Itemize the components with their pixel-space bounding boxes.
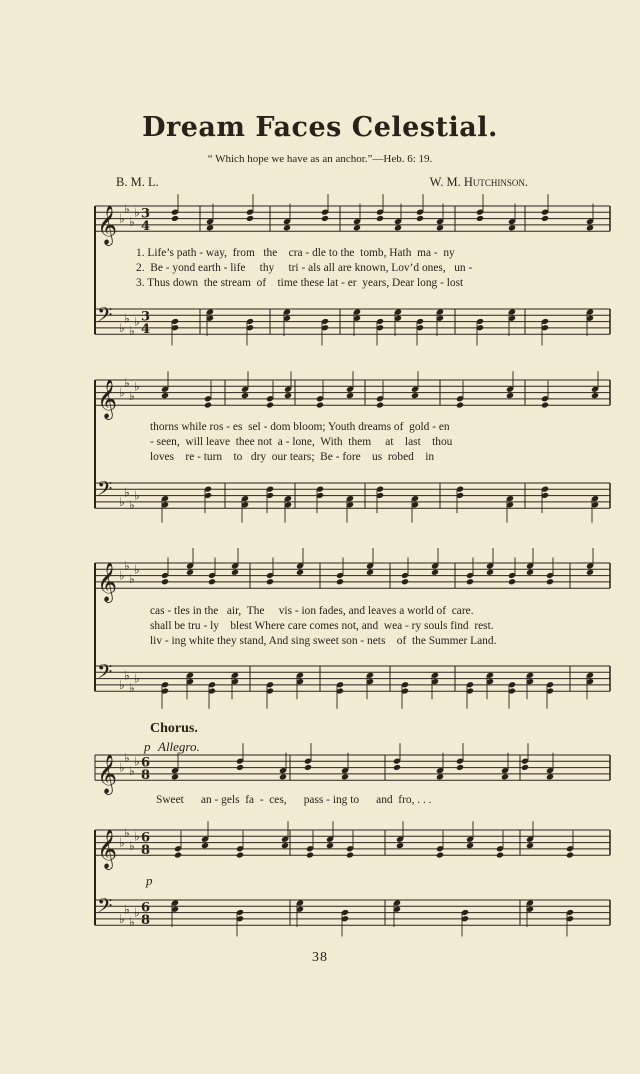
- clefs-and-signatures: [97, 202, 150, 929]
- flat-icon: ♭: [129, 571, 135, 586]
- flat-icon: ♭: [129, 388, 135, 403]
- flat-icon: ♭: [124, 202, 130, 217]
- note-head: [546, 578, 554, 585]
- bass-clef-icon: 𝄢: [97, 894, 113, 922]
- flat-icon: ♭: [129, 763, 135, 778]
- flat-icon: ♭: [134, 379, 140, 394]
- note-head: [521, 764, 529, 771]
- flat-icon: ♭: [129, 214, 135, 229]
- note-head: [283, 224, 291, 231]
- note-head: [466, 578, 474, 585]
- treble-clef-icon: 𝄞: [97, 562, 118, 603]
- note-head: [401, 578, 409, 585]
- note-head: [394, 224, 402, 231]
- verse-1-line-1: 1. Life’s path - way, from the cra - dle to the tomb, Hath ma - ny: [136, 247, 455, 259]
- time-signature-numerator: 6: [141, 755, 151, 771]
- note-head: [231, 569, 239, 576]
- note-head: [161, 578, 169, 585]
- note-head: [506, 392, 514, 399]
- verse-1-line-2: thorns while ros - es sel - dom bloom; Youth dreams of gold - en: [150, 421, 450, 433]
- note-head: [336, 578, 344, 585]
- note-head: [456, 764, 464, 771]
- verse-2-line-3: shall be tru - ly blest Where care comes not, and wea - ry souls find rest.: [150, 620, 494, 632]
- note-head: [526, 842, 534, 849]
- flat-icon: ♭: [134, 488, 140, 503]
- note-head: [266, 578, 274, 585]
- chorus-dynamic-bottom: p: [146, 873, 153, 888]
- note-head: [411, 392, 419, 399]
- flat-icon: ♭: [129, 838, 135, 853]
- note-head: [266, 402, 274, 409]
- flat-icon: ♭: [119, 677, 125, 692]
- note-head: [204, 402, 212, 409]
- note-head: [321, 215, 329, 222]
- chorus-dynamic-top: p: [144, 739, 151, 754]
- note-head: [393, 764, 401, 771]
- flat-icon: ♭: [134, 314, 140, 329]
- note-head: [456, 402, 464, 409]
- note-head: [566, 852, 574, 859]
- flat-icon: ♭: [134, 754, 140, 769]
- time-signature-denominator: 8: [141, 913, 151, 929]
- bass-clef-icon: 𝄢: [97, 477, 113, 505]
- note-head: [431, 569, 439, 576]
- flat-icon: ♭: [119, 835, 125, 850]
- flat-icon: ♭: [129, 915, 135, 930]
- time-signature-denominator: 8: [141, 843, 151, 859]
- flat-icon: ♭: [124, 311, 130, 326]
- flat-icon: ♭: [119, 385, 125, 400]
- note-head: [346, 392, 354, 399]
- note-head: [201, 842, 209, 849]
- verse-3-line-3: liv - ing white they stand, And sing sweet son - nets of the Summer Land.: [150, 635, 497, 647]
- note-head: [546, 773, 554, 780]
- note-head: [476, 215, 484, 222]
- time-signature-numerator: 3: [141, 309, 151, 325]
- note-head: [586, 569, 594, 576]
- note-head: [306, 852, 314, 859]
- note-head: [206, 224, 214, 231]
- flat-icon: ♭: [134, 562, 140, 577]
- verse-1-line-3: cas - tles in the air, The vis - ion fades, and leaves a world of care.: [150, 605, 474, 617]
- flat-icon: ♭: [119, 911, 125, 926]
- flat-icon: ♭: [124, 751, 130, 766]
- flat-icon: ♭: [119, 211, 125, 226]
- note-head: [208, 578, 216, 585]
- note-head: [241, 392, 249, 399]
- verse-3-line-2: loves re - turn to dry our tears; Be - fore us robed in: [150, 451, 435, 463]
- note-head: [236, 852, 244, 859]
- note-head: [341, 773, 349, 780]
- note-head: [186, 569, 194, 576]
- verse-2-line-1: 2. Be - yond earth - life thy tri - als all are known, Lov’d ones, un -: [136, 262, 473, 274]
- note-head: [591, 392, 599, 399]
- lyricist-credit: B. M. L.: [116, 175, 159, 189]
- note-head: [353, 224, 361, 231]
- flat-icon: ♭: [124, 902, 130, 917]
- flat-icon: ♭: [129, 681, 135, 696]
- note-head: [486, 569, 494, 576]
- flat-icon: ♭: [124, 826, 130, 841]
- flat-icon: ♭: [129, 324, 135, 339]
- notes: [161, 194, 599, 936]
- flat-icon: ♭: [134, 829, 140, 844]
- note-head: [508, 224, 516, 231]
- flat-icon: ♭: [124, 668, 130, 683]
- flat-icon: ♭: [134, 671, 140, 686]
- note-head: [246, 215, 254, 222]
- verse-3-line-1: 3. Thus down the stream of time these lat - er years, Dear long - lost: [136, 277, 464, 289]
- bass-clef-icon: 𝄢: [97, 303, 113, 331]
- flat-icon: ♭: [124, 485, 130, 500]
- note-head: [171, 773, 179, 780]
- chorus-label: Chorus.: [150, 721, 198, 736]
- note-head: [436, 224, 444, 231]
- treble-clef-icon: 𝄞: [97, 205, 118, 246]
- note-head: [236, 764, 244, 771]
- treble-clef-icon: 𝄞: [97, 379, 118, 420]
- flat-icon: ♭: [119, 760, 125, 775]
- hymn-title: Dream Faces Celestial.: [142, 112, 498, 143]
- note-head: [436, 852, 444, 859]
- flat-icon: ♭: [124, 559, 130, 574]
- flat-icon: ♭: [119, 494, 125, 509]
- note-head: [161, 392, 169, 399]
- bass-staff-3: [95, 666, 610, 691]
- flat-icon: ♭: [129, 498, 135, 513]
- flat-icon: ♭: [119, 568, 125, 583]
- note-head: [171, 215, 179, 222]
- time-signature-numerator: 6: [141, 900, 151, 916]
- note-head: [526, 569, 534, 576]
- note-head: [304, 764, 312, 771]
- note-head: [376, 402, 384, 409]
- note-head: [316, 402, 324, 409]
- note-head: [586, 224, 594, 231]
- treble-staff-2: [95, 380, 610, 405]
- page-number: 38: [312, 950, 328, 965]
- note-head: [346, 852, 354, 859]
- time-signature-denominator: 8: [141, 768, 151, 784]
- composer-credit: W. M. Hutchinson.: [429, 175, 528, 189]
- chorus-tempo: Allegro.: [158, 739, 200, 754]
- scripture-epigraph: “ Which hope we have as an anchor.”—Heb. 6: 19.: [207, 153, 433, 165]
- note-head: [416, 215, 424, 222]
- note-head: [366, 569, 374, 576]
- verse-2-line-2: - seen, will leave thee not a - lone, With them at last thou: [150, 436, 453, 448]
- time-signature-denominator: 4: [141, 322, 151, 338]
- treble-clef-icon: 𝄞: [97, 754, 118, 795]
- note-head: [436, 773, 444, 780]
- note-head: [541, 402, 549, 409]
- note-head: [174, 852, 182, 859]
- flat-icon: ♭: [134, 905, 140, 920]
- note-head: [281, 842, 289, 849]
- note-head: [501, 773, 509, 780]
- note-head: [541, 215, 549, 222]
- time-signature-numerator: 3: [141, 206, 151, 222]
- note-head: [284, 392, 292, 399]
- note-head: [326, 842, 334, 849]
- note-head: [279, 773, 287, 780]
- bass-clef-icon: 𝄢: [97, 660, 113, 688]
- time-signature-numerator: 6: [141, 830, 151, 846]
- flat-icon: ♭: [134, 205, 140, 220]
- note-head: [466, 842, 474, 849]
- time-signature-denominator: 4: [141, 219, 151, 235]
- note-head: [508, 578, 516, 585]
- note-head: [376, 215, 384, 222]
- note-head: [296, 569, 304, 576]
- flat-icon: ♭: [119, 320, 125, 335]
- note-head: [396, 842, 404, 849]
- flat-icon: ♭: [124, 376, 130, 391]
- note-head: [496, 852, 504, 859]
- treble-clef-icon: 𝄞: [97, 829, 118, 870]
- chorus-lyrics: Sweet an - gels fa - ces, pass - ing to and fro, . . .: [156, 794, 432, 806]
